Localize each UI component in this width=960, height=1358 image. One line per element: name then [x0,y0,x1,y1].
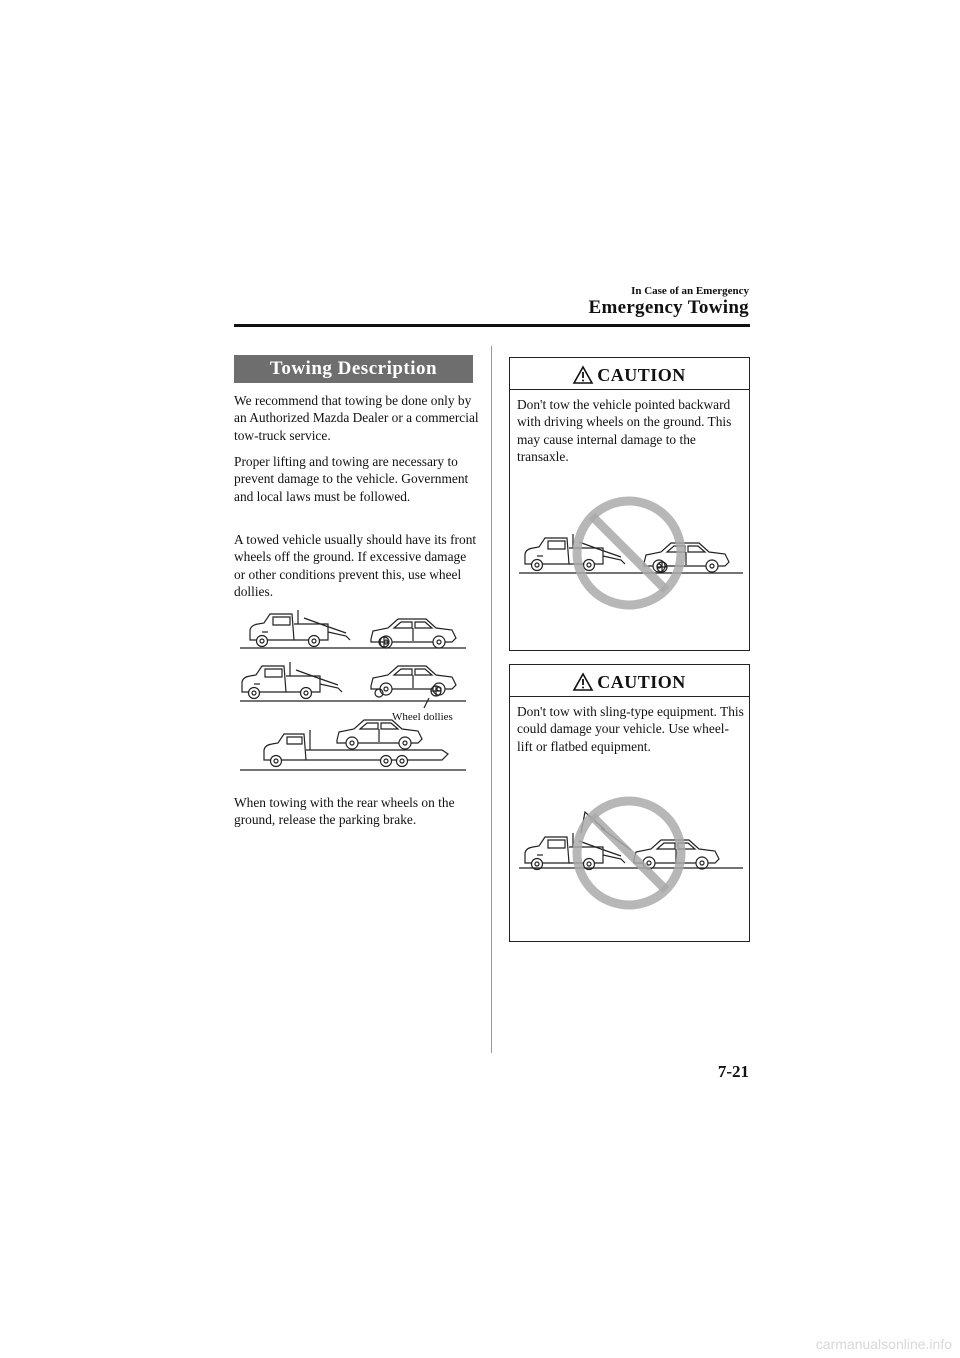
page-number: 7-21 [717,1062,749,1081]
warning-triangle-icon [573,361,593,395]
paragraph-towing-service: We recommend that towing be done only by an Authorized Mazda Dealer or a commercial tow-truck service. [234,393,479,443]
section-heading: Towing Description [234,355,473,383]
chapter-title: Emergency Towing [588,297,749,318]
column-divider [491,346,492,1053]
caution-text: Don't tow the vehicle pointed backward with driving wheels on the ground. This may cause internal damage to the transaxle. [517,397,732,464]
caution-box-sling-tow [509,664,750,942]
paragraph-proper-lifting: Proper lifting and towing are necessary to prevent damage to the vehicle. Government and local laws must be followed. [234,454,469,504]
wheel-dollies-label: Wheel dollies [392,711,453,723]
flatbed-tow-figure [240,720,466,770]
caution-box-backward-tow [509,357,750,651]
caution-header [510,358,749,390]
sling-tow-illustration [515,798,747,938]
backward-tow-illustration [515,491,747,611]
towing-methods-illustration [234,600,474,780]
caution-title: CAUTION [597,672,686,692]
wheel-lift-tow-figure [240,610,466,648]
caution-title: CAUTION [597,365,686,385]
watermark-url: carmanualsonline.info [815,1336,952,1352]
caution-header [510,665,749,697]
caution-text: Don't tow with sling-type equipment. This could damage your vehicle. Use wheel-lift or flatbed equipment. [517,704,744,754]
header-rule [234,324,750,327]
wheel-dollies-tow-figure [240,662,466,708]
warning-triangle-icon [573,668,593,702]
prohibition-sign-icon [577,501,681,605]
prohibition-sign-icon [577,801,681,905]
section-label: In Case of an Emergency [631,285,749,297]
paragraph-front-wheels: A towed vehicle usually should have its front wheels off the ground. If excessive damage or other conditions prevent this, use wheel dollies. [234,532,477,599]
paragraph-parking-brake: When towing with the rear wheels on the ground, release the parking brake. [234,795,455,828]
